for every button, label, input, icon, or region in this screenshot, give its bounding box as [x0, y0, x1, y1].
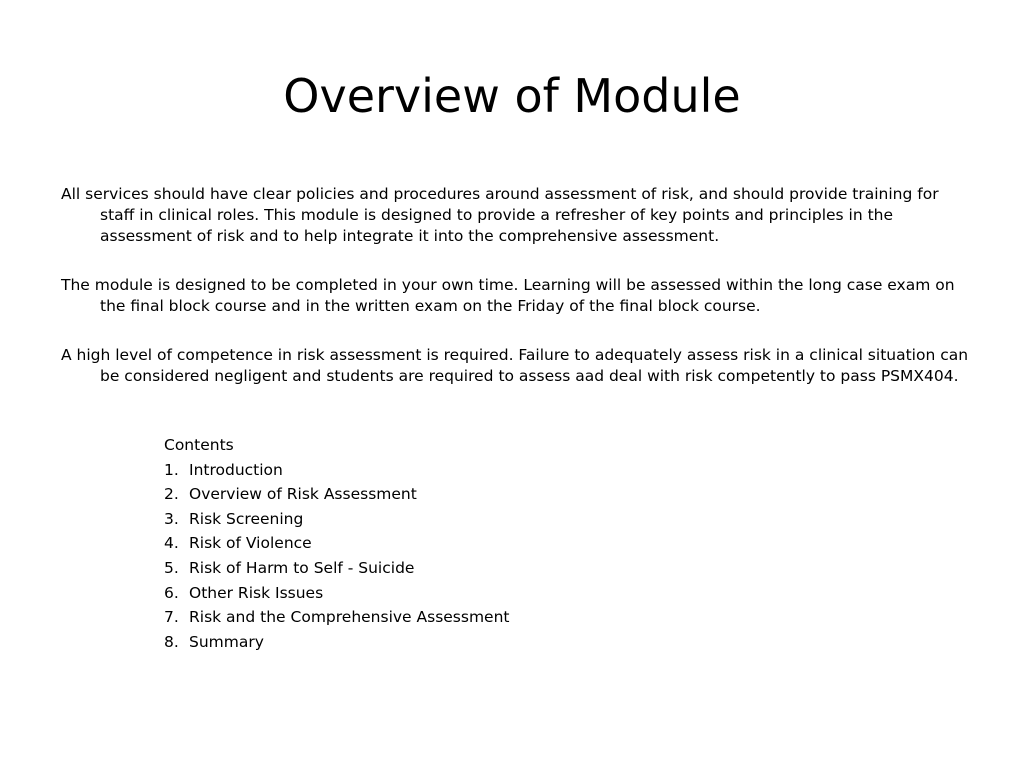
paragraph: The module is designed to be completed in your own time. Learning will be assessed within the long case exam on the final block course and in the written exam on the Friday of the final block course. — [61, 276, 955, 315]
contents-section — [164, 433, 510, 654]
slide-title: Overview of Module — [283, 69, 741, 123]
contents-item — [164, 630, 510, 655]
paragraph: All services should have clear policies and procedures around assessment of risk, and should provide training for staff in clinical roles. This module is designed to provide a refresher of key points and principles in the assessment of risk and to help integrate it into the comprehensive assessment. — [61, 185, 939, 245]
contents-list — [164, 458, 510, 655]
contents-item-label: Overview of Risk Assessment — [189, 485, 417, 504]
paragraph: A high level of competence in risk assessment is required. Failure to adequately assess risk in a clinical situation can be considered negligent and students are required to assess aad deal with risk competently to pass PSMX404. — [61, 346, 969, 385]
contents-item-label: Risk Screening — [189, 509, 304, 528]
contents-item — [164, 482, 510, 507]
contents-item-number: 3. — [164, 509, 179, 528]
contents-item-label: Other Risk Issues — [189, 583, 324, 602]
contents-item-label: Summary — [189, 632, 264, 651]
contents-item — [164, 581, 510, 606]
contents-item-number: 4. — [164, 534, 179, 553]
contents-item-number: 5. — [164, 558, 179, 577]
contents-item — [164, 507, 510, 532]
contents-item — [164, 556, 510, 581]
contents-item-label: Risk of Harm to Self - Suicide — [189, 558, 415, 577]
contents-item — [164, 531, 510, 556]
contents-item-number: 7. — [164, 608, 179, 627]
contents-item — [164, 458, 510, 483]
contents-item — [164, 605, 510, 630]
slide-body — [61, 184, 971, 415]
contents-heading: Contents — [164, 436, 234, 454]
contents-item-number: 1. — [164, 460, 179, 479]
contents-item-label: Risk and the Comprehensive Assessment — [189, 608, 510, 627]
contents-item-number: 2. — [164, 485, 179, 504]
contents-item-label: Risk of Violence — [189, 534, 312, 553]
contents-item-label: Introduction — [189, 460, 283, 479]
contents-item-number: 8. — [164, 632, 179, 651]
contents-item-number: 6. — [164, 583, 179, 602]
